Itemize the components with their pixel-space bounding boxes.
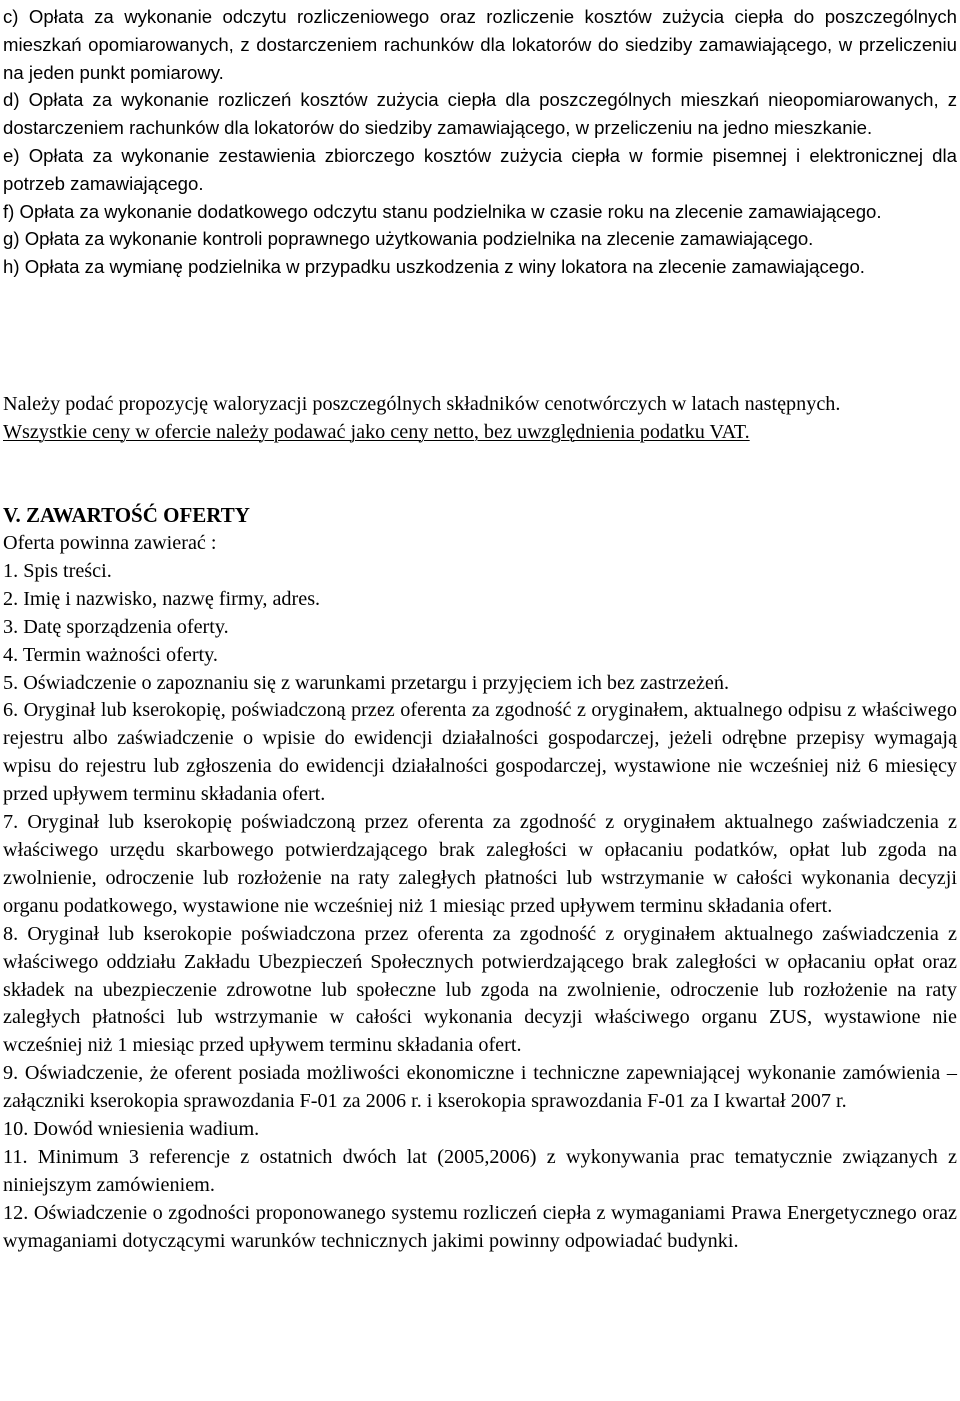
fee-item-h: h) Opłata za wymianę podzielnika w przypadku uszkodzenia z winy lokatora na zlecenie zamawiającego. xyxy=(3,256,865,278)
list-item: 9. Oświadczenie, że oferent posiada możliwości ekonomiczne i techniczne zapewniającej wykonanie zamówienia – załączniki kserokopia sprawozdania F-01 za 2006 r. i kserokopia sprawozdania F-01 za I kwartał 2007 r. xyxy=(3,1062,957,1113)
vat-note: Wszystkie ceny w ofercie należy podawać jako ceny netto, bez uwzględnienia podatku VAT. xyxy=(3,420,750,443)
fee-list xyxy=(3,3,957,281)
list-item: 3. Datę sporządzenia oferty. xyxy=(3,615,229,638)
pricing-notes xyxy=(3,391,957,446)
list-item: 11. Minimum 3 referencje z ostatnich dwóch lat (2005,2006) z wykonywania prac tematycznie związanych z niniejszym zamówieniem. xyxy=(3,1145,957,1196)
list-item: 2. Imię i nazwisko, nazwę firmy, adres. xyxy=(3,587,321,610)
fee-item-c: c) Opłata za wykonanie odczytu rozliczeniowego oraz rozliczenie kosztów zużycia ciepła do poszczególnych mieszkań opomiarowanych, z dostarczeniem rachunków dla lokatorów do siedziby zamawiającego, w przeliczeniu na jeden punkt pomiarowy. xyxy=(3,6,957,83)
fee-item-f: f) Opłata za wykonanie dodatkowego odczytu stanu podzielnika w czasie roku na zlecenie zamawiającego. xyxy=(3,200,882,222)
list-item: 1. Spis treści. xyxy=(3,559,112,582)
fee-item-d: d) Opłata za wykonanie rozliczeń kosztów zużycia ciepła dla poszczególnych mieszkań nieopomiarowanych, z dostarczeniem rachunków dla lokatorów do siedziby zamawiającego, w przeliczeniu na jedno mieszkanie. xyxy=(3,89,957,139)
list-item: 10. Dowód wniesienia wadium. xyxy=(3,1118,260,1141)
indexation-note: Należy podać propozycję waloryzacji poszczególnych składników cenotwórczych w latach następnych. xyxy=(3,393,841,415)
list-item: 7. Oryginał lub kserokopię poświadczoną przez oferenta za zgodność z oryginałem aktualnego zaświadczenia z właściwego urzędu skarbowego potwierdzającego brak zaległości w opłacaniu podatków, opłat lub zgoda na zwolnienie, odroczenie lub rozłożenie na raty zaległych płatności lub wstrzymanie w całości wykonania decyzji organu podatkowego, wystawione nie wcześniej niż 1 miesiąc przed upływem terminu składania ofert. xyxy=(3,811,957,917)
list-item: 6. Oryginał lub kserokopię, poświadczoną przez oferenta za zgodność z oryginałem, aktualnego odpisu z właściwego rejestru albo zaświadczenie o wpisie do ewidencji działalności gospodarczej, jeżeli odrębne przepisy wymagają wpisu do rejestru lub zgłoszenia do ewidencji działalności gospodarczej, wystawione nie wcześniej niż 6 miesięcy przed upływem terminu składania ofert. xyxy=(3,699,957,806)
fee-item-e: e) Opłata za wykonanie zestawienia zbiorczego kosztów zużycia ciepła w formie pisemnej i elektronicznej dla potrzeb zamawiającego. xyxy=(3,144,957,194)
list-item: 5. Oświadczenie o zapoznaniu się z warunkami przetargu i przyjęciem ich bez zastrzeżeń. xyxy=(3,671,730,694)
list-item: 4. Termin ważności oferty. xyxy=(3,643,218,666)
offer-contents-list xyxy=(3,530,957,1256)
list-item: 12. Oświadczenie o zgodności proponowanego systemu rozliczeń ciepła z wymaganiami Prawa Energetycznego oraz wymaganiami dotyczącymi warunków technicznych jakimi powinny odpowiadać budynki. xyxy=(3,1201,957,1252)
list-item: 8. Oryginał lub kserokopie poświadczona przez oferenta za zgodność z oryginałem aktualnego zaświadczenia z właściwego oddziału Zakładu Ubezpieczeń Społecznych potwierdzającego brak zaległości w opłacaniu opłat oraz składek na ubezpieczenie zdrowotne lub społeczne lub zgoda na zwolnienie, odroczenie lub rozłożenie na raty zaległych płatności lub wstrzymanie w całości wykonania decyzji właściwego organu ZUS, wystawione nie wcześniej niż 1 miesiąc przed upływem terminu składania ofert. xyxy=(3,922,957,1057)
section-heading: V. ZAWARTOŚĆ OFERTY xyxy=(3,503,250,527)
offer-contents-intro: Oferta powinna zawierać : xyxy=(3,532,217,554)
fee-item-g: g) Opłata za wykonanie kontroli poprawnego użytkowania podzielnika na zlecenie zamawiającego. xyxy=(3,228,814,250)
